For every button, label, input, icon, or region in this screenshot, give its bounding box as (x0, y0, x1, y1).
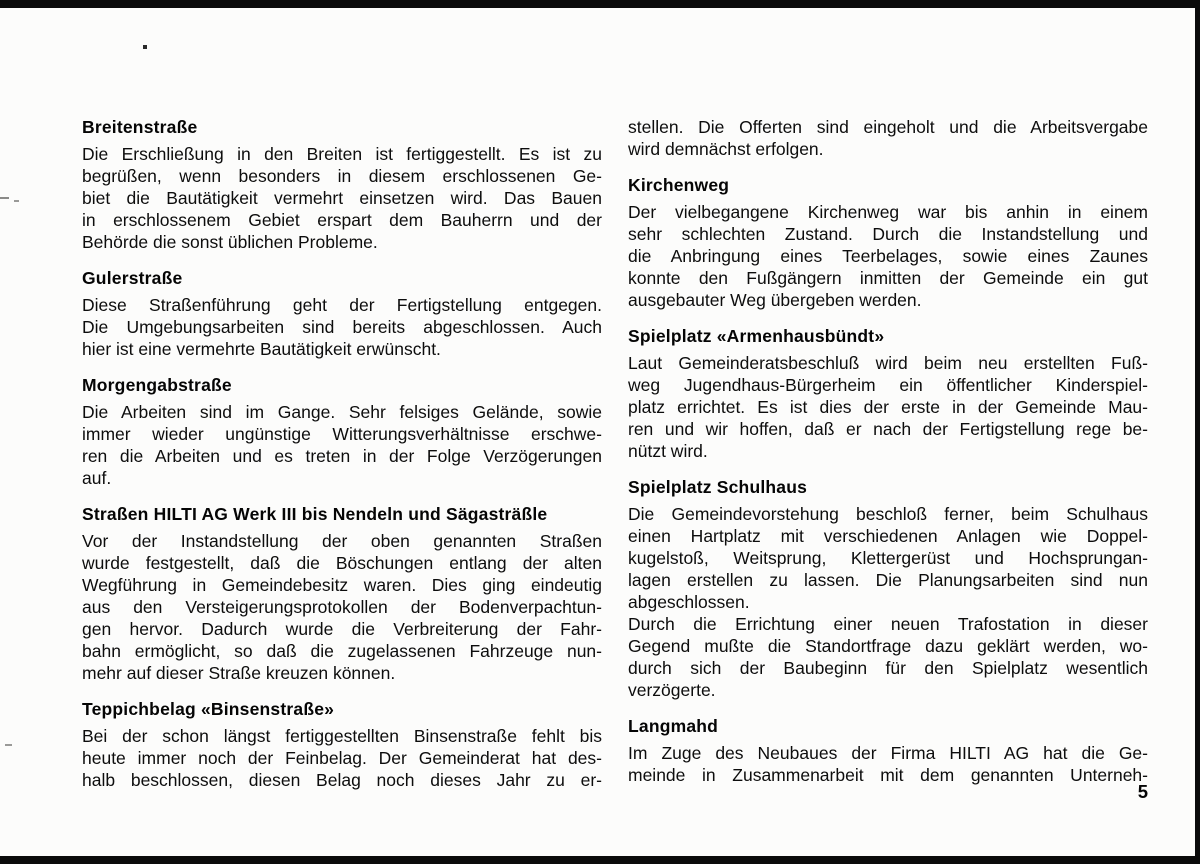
paragraph (628, 352, 1148, 462)
text-line: bahn ermöglicht, so daß die zugelassenen Fahrzeuge nun- (82, 641, 602, 661)
text-line: biet die Bautätigkeit vermehrt einsetzen wird. Das Bauen (82, 188, 602, 208)
column-right (628, 116, 1148, 791)
text-line: Im Zuge des Neubaues der Firma HILTI AG hat die Ge- (628, 743, 1148, 763)
page-number: 5 (1137, 781, 1148, 802)
text-line: in erschlossenem Gebiet erspart dem Bauherrn und der (82, 210, 602, 230)
text-line: lagen erstellen zu lassen. Die Planungsarbeiten sind nun (628, 570, 1148, 590)
text-line: wird demnächst erfolgen. (628, 139, 824, 159)
scan-edge-right (1195, 0, 1200, 864)
text-line: durch sich der Baubeginn für den Spielplatz wesentlich (628, 658, 1148, 678)
text-line: meinde in Zusammenarbeit mit dem genannten Unterneh- (628, 765, 1148, 785)
section-heading: Morgengabstraße (82, 375, 232, 395)
text-line: aus den Versteigerungsprotokollen der Bodenverpachtun- (82, 597, 602, 617)
text-line: Behörde die sonst üblichen Probleme. (82, 232, 378, 252)
text-line: weg Jugendhaus-Bürgerheim ein öffentlicher Kinderspiel- (628, 375, 1148, 395)
paragraph (628, 503, 1148, 613)
paragraph (82, 401, 602, 489)
text-line: wurde festgestellt, daß die Böschungen entlang der alten (82, 553, 602, 573)
scan-artifact-dash (14, 200, 19, 202)
paragraph (628, 116, 1148, 160)
text-line: ren und wir hoffen, daß er nach der Fertigstellung rege be- (628, 419, 1148, 439)
text-line: begrüßen, wenn besonders in diesem erschlossenen Ge- (82, 166, 602, 186)
paragraph (82, 294, 602, 360)
section (628, 476, 1148, 701)
text-line: sehr schlechten Zustand. Durch die Instandstellung und (628, 224, 1148, 244)
text-line: immer wieder ungünstige Witterungsverhältnisse erschwe- (82, 424, 602, 444)
text-line: Die Arbeiten sind im Gange. Sehr felsiges Gelände, sowie (82, 402, 602, 422)
text-line: stellen. Die Offerten sind eingeholt und die Arbeitsvergabe (628, 117, 1148, 137)
scan-artifact-dash (5, 744, 12, 746)
text-line: verzögerte. (628, 680, 716, 700)
text-line: platz errichtet. Es ist dies der erste in der Gemeinde Mau- (628, 397, 1148, 417)
text-line: Gegend mußte die Standortfrage dazu geklärt werden, wo- (628, 636, 1148, 656)
text-line: Die Gemeindevorstehung beschloß ferner, beim Schulhaus (628, 504, 1148, 524)
text-line: Die Erschließung in den Breiten ist fertiggestellt. Es ist zu (82, 144, 602, 164)
scan-edge-top (0, 0, 1200, 8)
page-content (82, 116, 1148, 791)
section-heading: Kirchenweg (628, 175, 730, 195)
section-heading: Langmahd (628, 716, 719, 736)
text-line: Vor der Instandstellung der oben genannten Straßen (82, 531, 602, 551)
section (82, 698, 602, 791)
section (628, 715, 1148, 786)
section (628, 116, 1148, 160)
text-line: die Anbringung eines Teerbelages, sowie eines Zaunes (628, 246, 1148, 266)
text-line: Laut Gemeinderatsbeschluß wird beim neu erstellten Fuß- (628, 353, 1148, 373)
text-line: Durch die Errichtung einer neuen Trafostation in dieser (628, 614, 1148, 634)
section-heading: Breitenstraße (82, 117, 198, 137)
text-line: Der vielbegangene Kirchenweg war bis anhin in einem (628, 202, 1148, 222)
section-heading: Spielplatz Schulhaus (628, 477, 808, 497)
scan-artifact-dash (0, 197, 9, 199)
paragraph (82, 530, 602, 684)
text-line: konnte den Fußgängern inmitten der Gemeinde ein gut (628, 268, 1148, 288)
text-line: Bei der schon längst fertiggestellten Binsenstraße fehlt bis (82, 726, 602, 746)
text-line: hier ist eine vermehrte Bautätigkeit erwünscht. (82, 339, 441, 359)
text-line: ren die Arbeiten und es treten in der Folge Verzögerungen (82, 446, 602, 466)
text-line: ausgebauter Weg übergeben werden. (628, 290, 922, 310)
paragraph (628, 201, 1148, 311)
section-heading: Spielplatz «Armenhausbündt» (628, 326, 885, 346)
text-line: kugelstoß, Weitsprung, Klettergerüst und Hochsprungan- (628, 548, 1148, 568)
scan-artifact-dot (143, 45, 147, 49)
text-line: mehr auf dieser Straße kreuzen können. (82, 663, 396, 683)
section-heading: Straßen HILTI AG Werk III bis Nendeln und Sägasträßle (82, 504, 548, 524)
paragraph (82, 143, 602, 253)
paragraph (628, 613, 1148, 701)
paragraph (628, 742, 1148, 786)
text-line: Wegführung in Gemeindebesitz waren. Dies ging eindeutig (82, 575, 602, 595)
section (628, 325, 1148, 462)
text-line: heute immer noch der Feinbelag. Der Gemeinderat hat des- (82, 748, 602, 768)
paragraph (82, 725, 602, 791)
text-line: auf. (82, 468, 112, 488)
section (82, 116, 602, 253)
section (628, 174, 1148, 311)
text-line: Diese Straßenführung geht der Fertigstellung entgegen. (82, 295, 602, 315)
text-line: abgeschlossen. (628, 592, 750, 612)
text-line: halb beschlossen, diesen Belag noch dieses Jahr zu er- (82, 770, 602, 790)
section-heading: Gulerstraße (82, 268, 183, 288)
column-left (82, 116, 602, 791)
scan-edge-bottom (0, 856, 1200, 864)
text-line: gen hervor. Dadurch wurde die Verbreiterung der Fahr- (82, 619, 602, 639)
section (82, 267, 602, 360)
section (82, 374, 602, 489)
text-line: nützt wird. (628, 441, 708, 461)
section-heading: Teppichbelag «Binsenstraße» (82, 699, 335, 719)
section (82, 503, 602, 684)
text-line: einen Hartplatz mit verschiedenen Anlagen wie Doppel- (628, 526, 1148, 546)
text-line: Die Umgebungsarbeiten sind bereits abgeschlossen. Auch (82, 317, 602, 337)
